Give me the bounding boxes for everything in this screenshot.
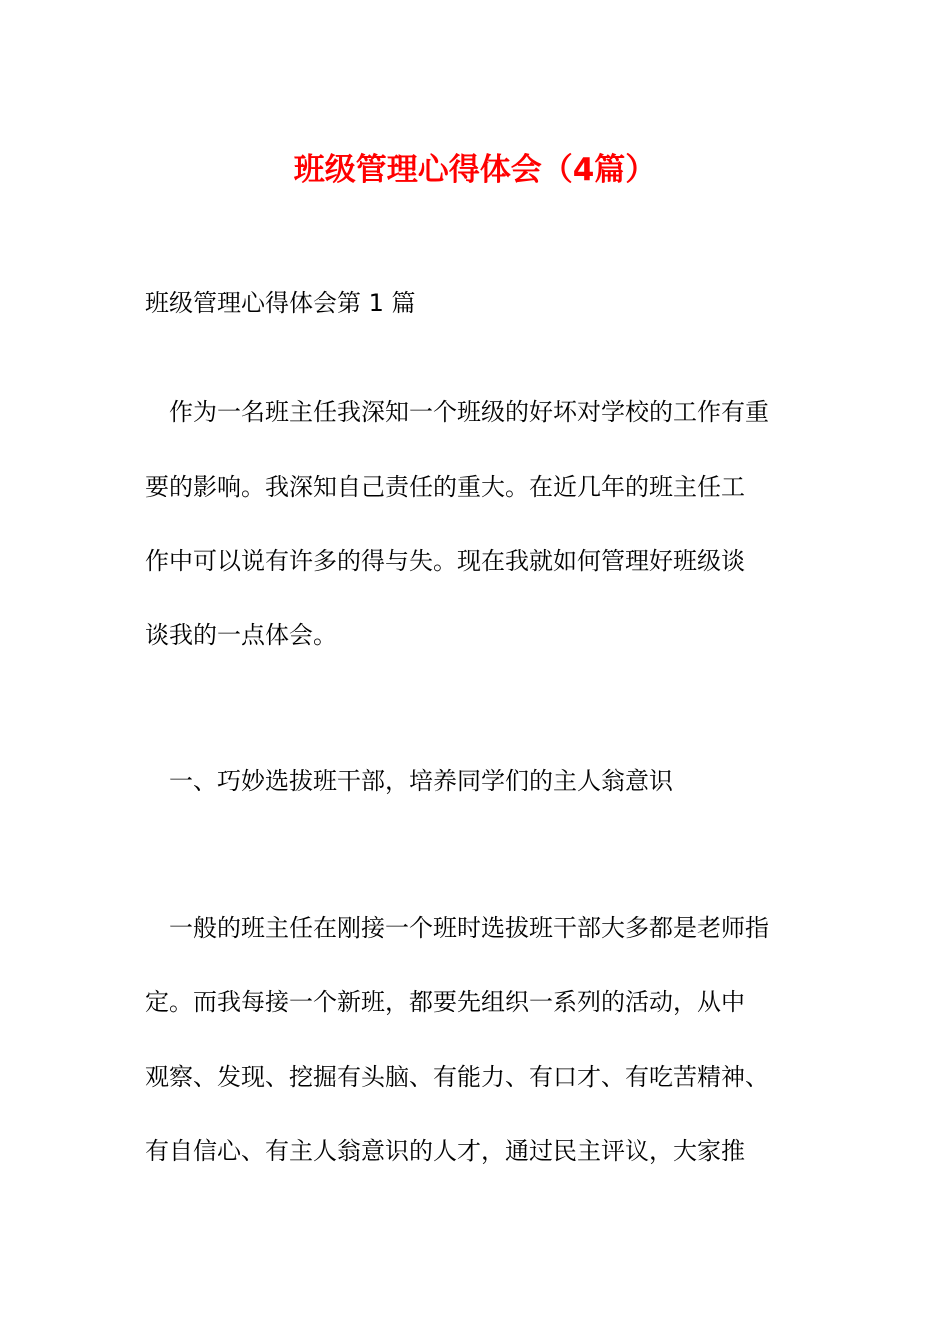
paragraph-line: 观察、发现、挖掘有头脑、有能力、有口才、有吃苦精神、 bbox=[145, 1063, 769, 1091]
section-heading: 班级管理心得体会第 1 篇 bbox=[145, 289, 416, 317]
paragraph-line: 要的影响。我深知自己责任的重大。在近几年的班主任工 bbox=[145, 473, 745, 501]
paragraph-line: 作中可以说有许多的得与失。现在我就如何管理好班级谈 bbox=[145, 547, 745, 575]
paragraph-line: 谈我的一点体会。 bbox=[145, 621, 337, 649]
document-title: 班级管理心得体会（4篇） bbox=[293, 152, 657, 188]
paragraph-line: 一般的班主任在刚接一个班时选拔班干部大多都是老师指 bbox=[169, 914, 769, 942]
paragraph-line: 有自信心、有主人翁意识的人才，通过民主评议，大家推 bbox=[145, 1137, 745, 1165]
paragraph-line: 作为一名班主任我深知一个班级的好坏对学校的工作有重 bbox=[169, 398, 769, 426]
subsection-heading: 一、巧妙选拔班干部，培养同学们的主人翁意识 bbox=[169, 767, 673, 795]
paragraph-line: 定。而我每接一个新班，都要先组织一系列的活动，从中 bbox=[145, 988, 745, 1016]
